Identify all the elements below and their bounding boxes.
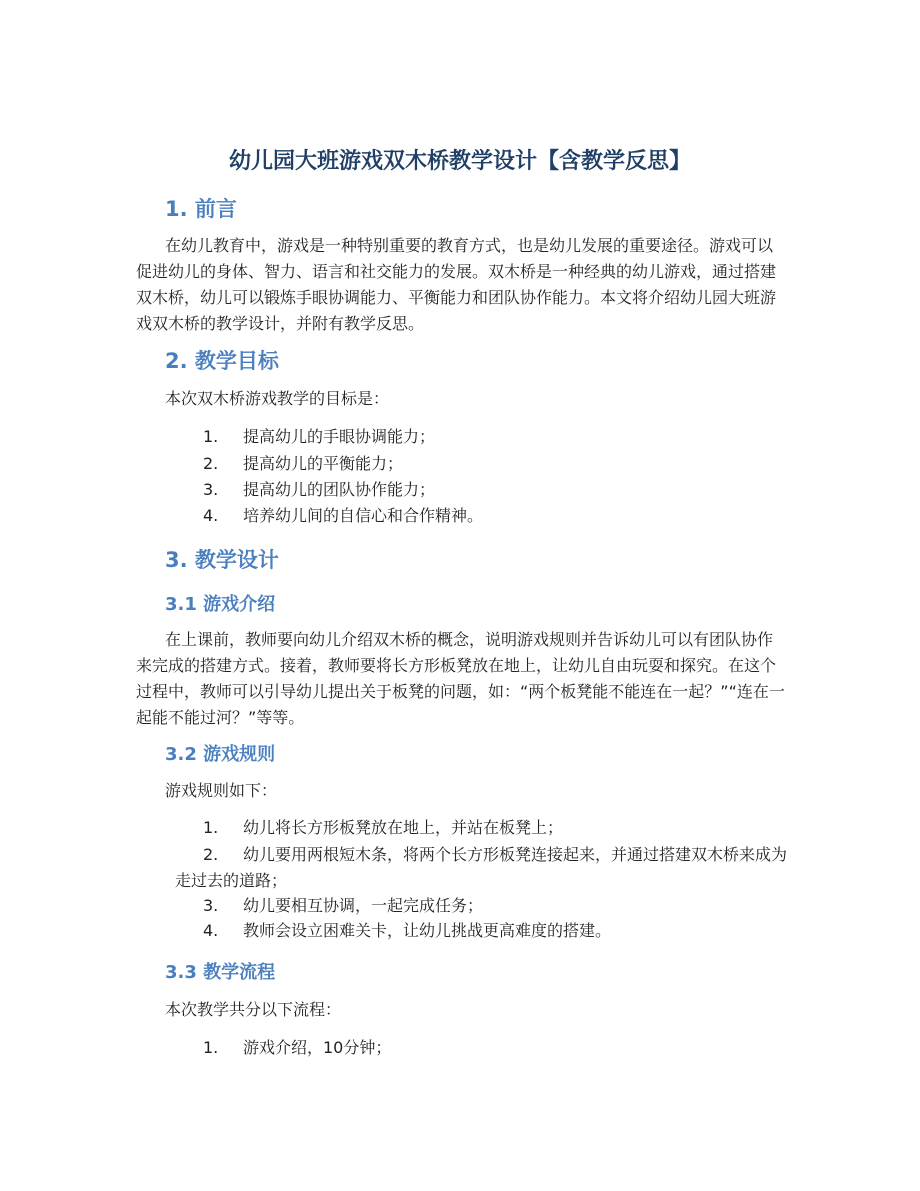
subsection-heading-intro: 3.1 游戏介绍 bbox=[165, 594, 276, 615]
list-item: 2. 提高幼儿的平衡能力； bbox=[203, 454, 404, 473]
list-item: 3. 幼儿要相互协调，一起完成任务； bbox=[203, 896, 484, 915]
game-intro-paragraph: 在上课前，教师要向幼儿介绍双木桥的概念，说明游戏规则并告诉幼儿可以有团队协作来完成的搭建方式。接着，教师要将长方形板凳放在地上，让幼儿自由玩耍和探究。在这个过程中，教师可以引导幼儿提出关于板凳的问题，如：“两个板凳能不能连在一起？”“连在一起能不能过河？”等等。 bbox=[136, 630, 785, 727]
intro-paragraph: 在幼儿教育中，游戏是一种特别重要的教育方式，也是幼儿发展的重要途径。游戏可以促进幼儿的身体、智力、语言和社交能力的发展。双木桥是一种经典的幼儿游戏，通过搭建双木桥，幼儿可以锻炼手眼协调能力、平衡能力和团队协作能力。本文将介绍幼儿园大班游戏双木桥的教学设计，并附有教学反思。 bbox=[136, 236, 777, 333]
list-item: 1. 幼儿将长方形板凳放在地上，并站在板凳上； bbox=[203, 818, 564, 837]
section-heading-goals: 2. 教学目标 bbox=[165, 349, 279, 373]
process-lead: 本次教学共分以下流程： bbox=[165, 1000, 342, 1019]
rules-lead: 游戏规则如下： bbox=[165, 781, 278, 800]
goals-lead: 本次双木桥游戏教学的目标是： bbox=[165, 389, 390, 408]
section-heading-design: 3. 教学设计 bbox=[165, 548, 279, 572]
list-item: 4. 培养幼儿间的自信心和合作精神。 bbox=[203, 506, 484, 525]
subsection-heading-process: 3.3 教学流程 bbox=[165, 962, 276, 983]
list-item: 1. 游戏介绍，10分钟； bbox=[203, 1038, 392, 1057]
list-item: 2. 幼儿要用两根短木条，将两个长方形板凳连接起来，并通过搭建双木桥来成为走过去的道路； bbox=[175, 845, 788, 890]
list-item: 1. 提高幼儿的手眼协调能力； bbox=[203, 427, 436, 446]
subsection-heading-rules: 3.2 游戏规则 bbox=[165, 744, 276, 765]
list-item: 4. 教师会设立困难关卡，让幼儿挑战更高难度的搭建。 bbox=[203, 921, 612, 940]
list-item: 3. 提高幼儿的团队协作能力； bbox=[203, 480, 436, 499]
section-heading-intro: 1. 前言 bbox=[165, 197, 237, 221]
document-title: 幼儿园大班游戏双木桥教学设计【含教学反思】 bbox=[228, 149, 691, 174]
